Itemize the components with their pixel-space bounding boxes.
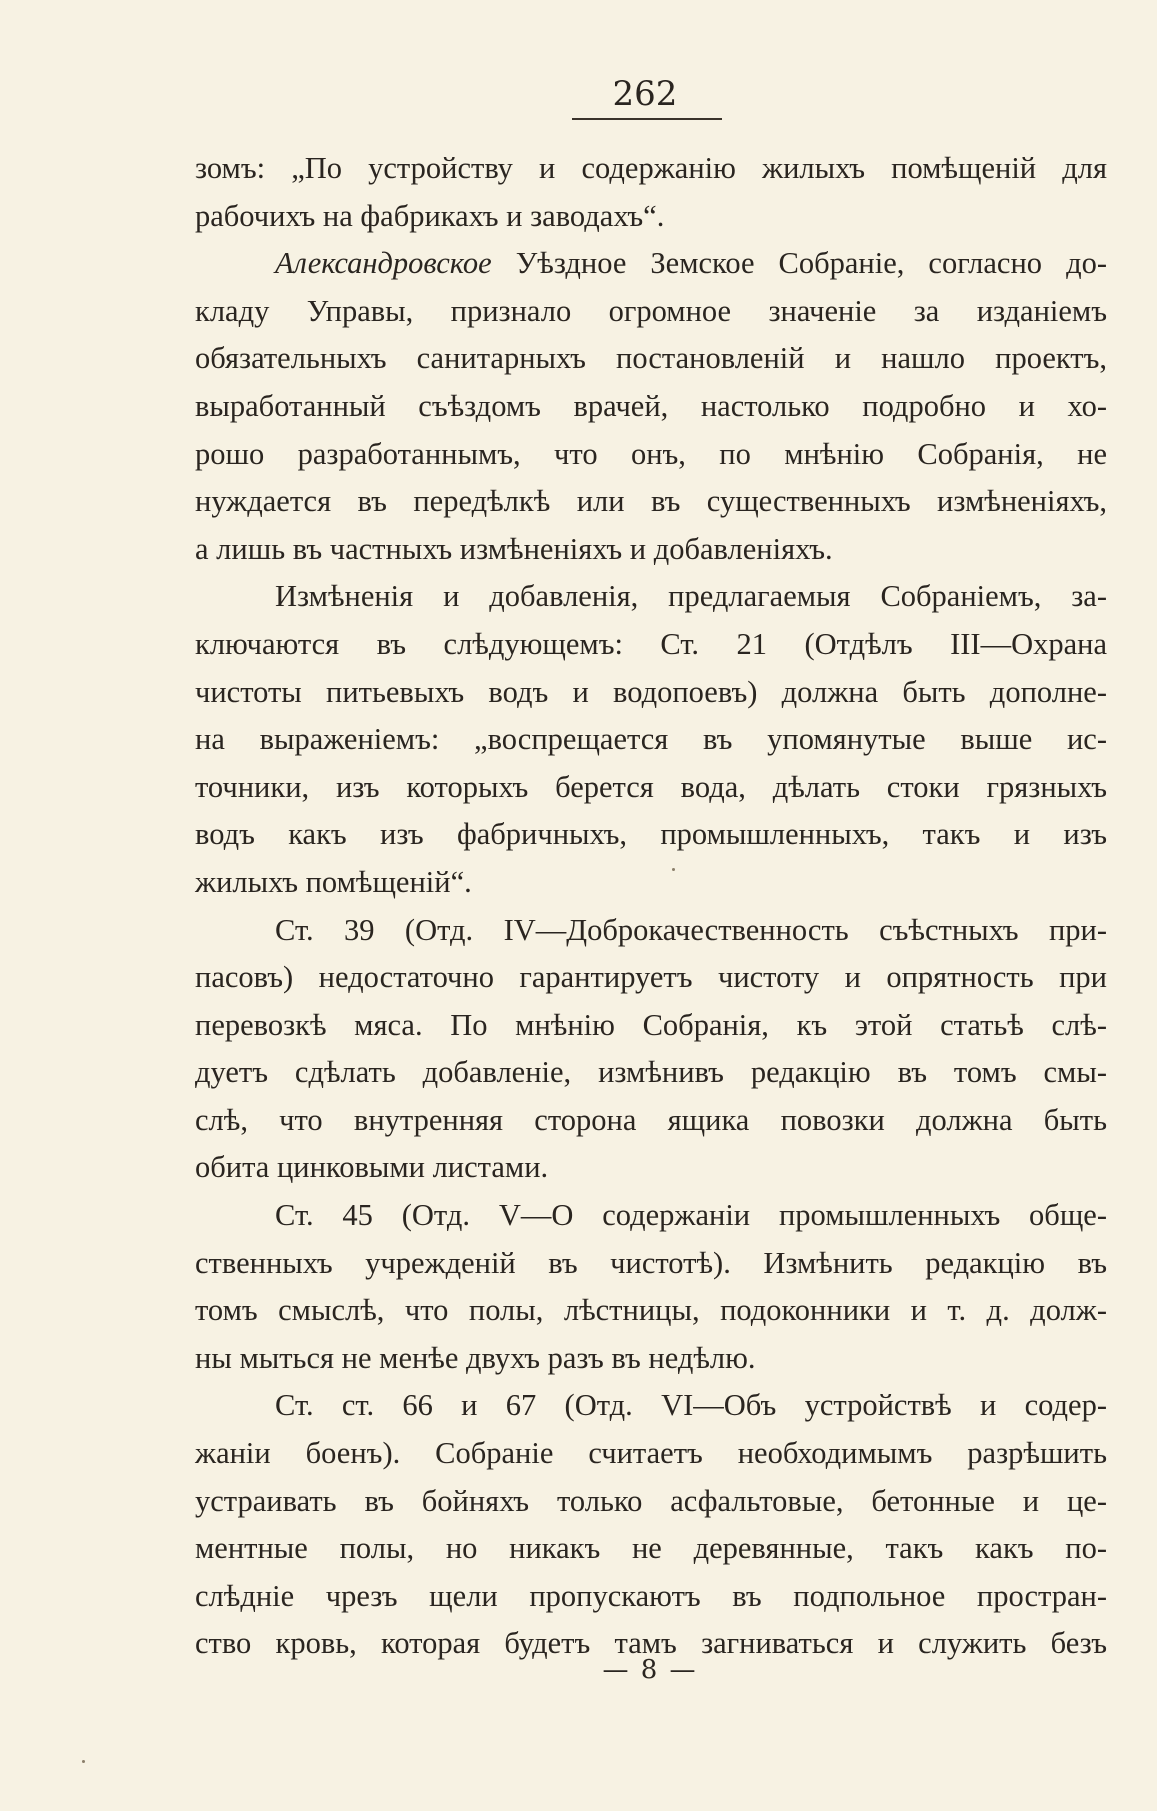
text-line: слѣ, что внутренняя сторона ящика повозки должна быть — [195, 1102, 1107, 1137]
text-line: нуждается въ передѣлкѣ или въ существенныхъ измѣненіяхъ, — [195, 484, 1107, 519]
paper-speck — [82, 1760, 85, 1763]
text-line: Ст. 45 (Отд. V—О содержаніи промышленныхъ обще- — [275, 1198, 1107, 1233]
text-line: Ст. ст. 66 и 67 (Отд. VI—Объ устройствѣ и содер- — [275, 1388, 1107, 1423]
page-number: 262 — [612, 74, 678, 114]
paragraph — [195, 240, 1107, 573]
text-line: томъ смыслѣ, что полы, лѣстницы, подоконники и т. д. долж- — [195, 1293, 1107, 1328]
paragraph — [195, 907, 1107, 1193]
text-line: жаніи боенъ). Собраніе считаетъ необходимымъ разрѣшить — [195, 1436, 1107, 1471]
text-line: зомъ: „По устройству и содержанію жилыхъ помѣщеній для — [195, 151, 1107, 185]
text-line: обязательныхъ санитарныхъ постановленій и нашло проектъ, — [195, 341, 1107, 376]
text-line: слѣдніе чрезъ щели пропускаютъ въ подпольное простран- — [195, 1578, 1107, 1613]
text-line: рабочихъ на фабрикахъ и заводахъ“. — [195, 198, 665, 233]
text-line — [195, 240, 1107, 288]
text-span: Уѣздное Земское Собраніе, согласно до- — [491, 246, 1107, 281]
italic-lead: Александровское — [275, 246, 492, 281]
signature-mark: — 8 — — [602, 1655, 698, 1685]
text-line: устраивать въ бойняхъ только асфальтовые, бетонные и це- — [195, 1483, 1107, 1518]
text-line: чистоты питьевыхъ водъ и водопоевъ) должна быть дополне- — [195, 674, 1107, 709]
text-line: на выраженіемъ: „воспрещается въ упомянутые выше ис- — [195, 722, 1107, 757]
paragraph — [195, 1382, 1107, 1668]
text-line: водъ какъ изъ фабричныхъ, промышленныхъ, такъ и изъ — [195, 817, 1107, 852]
header-rule — [572, 118, 722, 120]
text-line: рошо разработаннымъ, что онъ, по мнѣнію Собранія, не — [195, 436, 1107, 471]
paragraph — [195, 145, 1107, 240]
paragraph — [195, 573, 1107, 906]
paragraph — [195, 1192, 1107, 1382]
text-line: кладу Управы, признало огромное значеніе за изданіемъ — [195, 293, 1107, 328]
paper-speck — [672, 868, 675, 871]
text-line: точники, изъ которыхъ берется вода, дѣлать стоки грязныхъ — [195, 769, 1107, 804]
text-line: ны мыться не менѣе двухъ разъ въ недѣлю. — [195, 1340, 756, 1375]
text-line: жилыхъ помѣщеній“. — [195, 864, 472, 899]
body-text — [195, 145, 1107, 1668]
text-line: перевозкѣ мяса. По мнѣнію Собранія, къ этой статьѣ слѣ- — [195, 1007, 1107, 1042]
text-line: выработанный съѣздомъ врачей, настолько подробно и хо- — [195, 388, 1107, 423]
text-line: Ст. 39 (Отд. IV—Доброкачественность съѣстныхъ при- — [275, 912, 1107, 947]
text-line: дуетъ сдѣлать добавленіе, измѣнивъ редакцію въ томъ смы- — [195, 1055, 1107, 1090]
text-line: а лишь въ частныхъ измѣненіяхъ и добавленіяхъ. — [195, 531, 833, 566]
text-line: Измѣненія и добавленія, предлагаемыя Собраніемъ, за- — [275, 579, 1107, 614]
text-line: ство кровь, которая будетъ тамъ загниваться и служить безъ — [195, 1626, 1107, 1661]
text-line: ментные полы, но никакъ не деревянные, такъ какъ по- — [195, 1531, 1107, 1566]
text-line: ственныхъ учрежденій въ чистотѣ). Измѣнить редакцію въ — [195, 1245, 1107, 1280]
text-line: пасовъ) недостаточно гарантируетъ чистоту и опрятность при — [195, 960, 1107, 995]
text-line: ключаются въ слѣдующемъ: Ст. 21 (Отдѣлъ III—Охрана — [195, 626, 1107, 661]
text-line: обита цинковыми листами. — [195, 1150, 549, 1185]
